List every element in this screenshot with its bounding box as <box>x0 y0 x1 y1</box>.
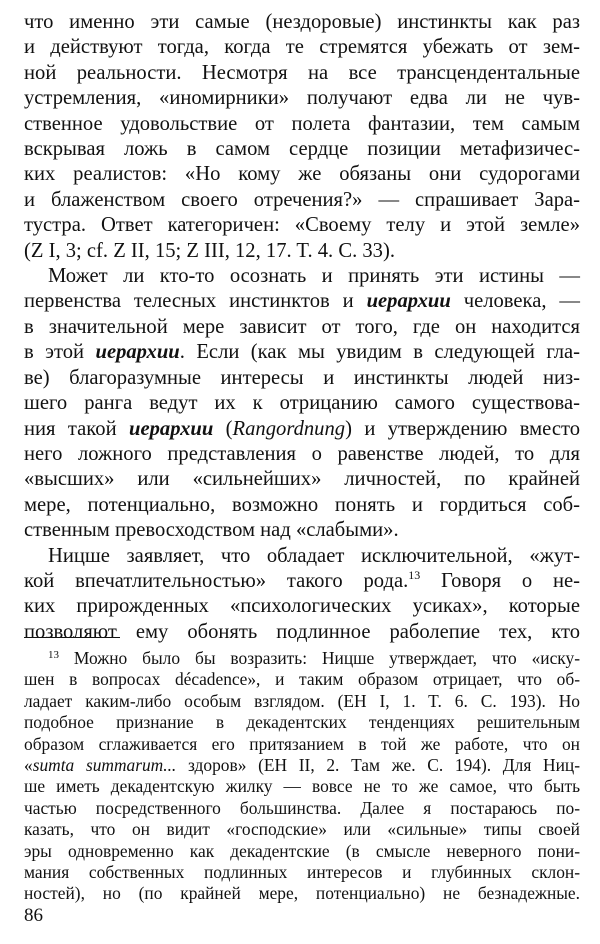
emphasis-hierarchy: иерархии <box>95 341 180 364</box>
footnote-ref[interactable]: 13 <box>408 567 421 582</box>
text-line: Ницше заявляет, что обладает исключительной, «жут- <box>48 544 580 567</box>
text-line: и действуют тогда, когда те стремятся убежать от зем- <box>24 36 580 59</box>
footnote-line: образом сглаживается его притязанием в той же работе, что он <box>24 733 580 754</box>
footnote-line: эры одновременно как декадентские (в смысле неверного пони- <box>24 840 580 861</box>
text-run: в этой <box>24 341 96 364</box>
text-line <box>24 417 580 442</box>
footnote-line <box>24 648 580 669</box>
text-line: ственное удовольствие от полета фантазии, тем самым <box>24 112 580 135</box>
emphasis-hierarchy: иерархии <box>366 290 451 313</box>
footnote-line <box>24 755 580 776</box>
main-text <box>24 10 580 645</box>
text-run: Говоря о не- <box>420 569 580 592</box>
text-line: мере, потенциально, возможно понять и гордиться соб- <box>24 493 580 516</box>
text-run: здоров» (EH II, 2. Там же. С. 194). Для Ниц- <box>176 755 580 776</box>
footnote-line: казать, что он видит «господские» или «сильные» типы своей <box>24 819 580 840</box>
text-run: ния такой <box>24 417 129 440</box>
footnote-line: подобное признание в декадентских тенденциях решительным <box>24 712 580 733</box>
text-line: ной реальности. Несмотря на все трансцендентальные <box>24 61 580 84</box>
text-line: в значительной мере зависит от того, где он находится <box>24 315 580 338</box>
text-line: (Z I, 3; cf. Z II, 15; Z III, 12, 17. T. 4. C. 33). <box>24 239 395 262</box>
text-run: « <box>24 755 33 776</box>
text-run: ( <box>213 417 233 440</box>
italic-term: sumta summarum... <box>32 755 177 776</box>
footnote-line: ностей), но (по крайней мере, потенциально) не безнадежные. <box>24 883 580 904</box>
text-line: ких прирожденных «психологических усиках», которые <box>24 595 580 618</box>
paragraph-3 <box>24 544 580 646</box>
text-line: что именно эти самые (нездоровые) инстинкты как раз <box>24 11 580 33</box>
paragraph-2 <box>24 264 580 543</box>
text-line: позволяют ему обонять подлинное раболепие тех, кто <box>24 620 580 643</box>
text-line <box>24 340 580 365</box>
text-line: ственным превосходством над «слабыми». <box>24 519 399 542</box>
paragraph-1 <box>24 10 580 264</box>
text-line: него ложного представления о равенстве людей, то для <box>24 442 580 465</box>
text-line: шего ранга ведут их к отрицанию самого существова- <box>24 392 580 415</box>
italic-term: Rangordnung <box>232 417 346 440</box>
footnote-line: мания собственных подлинных интересов и глубинных склон- <box>24 862 580 883</box>
text-line <box>24 569 580 594</box>
text-line <box>24 289 580 314</box>
text-line: вскрывая ложь в самом сердце позиции метафизичес- <box>24 138 580 161</box>
footnote-line: шен в вопросах décadence», и таким образом отрицает, что об- <box>24 669 580 690</box>
text-line: ве) благоразумные интересы и инстинкты людей низ- <box>24 366 580 389</box>
emphasis-hierarchy: иерархии <box>129 417 214 440</box>
footnote-line: ше иметь декадентскую жилку — вовсе не то же самое, что быть <box>24 776 580 797</box>
text-run: кой впечатлительностью» такого рода. <box>24 569 409 592</box>
text-line: «высших» или «сильнейших» личностей, по крайней <box>24 468 580 491</box>
footnote <box>24 648 580 905</box>
footnote-line: частью посредственного большинства. Далее я постараюсь по- <box>24 797 580 818</box>
text-run: первенства телесных инстинктов и <box>24 290 367 313</box>
footnote-divider <box>24 637 120 638</box>
page-number: 86 <box>24 905 43 926</box>
text-run: человека, — <box>450 290 580 313</box>
footnote-line: ладает каким-либо особым взглядом. (EH I, 1. T. 6. C. 193). Но <box>24 690 580 711</box>
text-run: ) и утверждению вместо <box>345 417 580 440</box>
text-run: Можно было бы возразить: Ницше утверждает, что «иску- <box>59 648 580 668</box>
text-line: устремления, «иномирники» получают едва ли не чув- <box>24 87 580 110</box>
text-line: Может ли кто-то осознать и принять эти истины — <box>48 265 580 288</box>
text-run: . Если (как мы увидим в следующей гла- <box>179 341 580 364</box>
text-line: и блаженством своего отречения?» — спрашивает Зара- <box>24 188 580 211</box>
footnote-marker: 13 <box>48 649 59 661</box>
text-line: тустра. Ответ категоричен: «Своему телу и этой земле» <box>24 214 580 237</box>
text-line: ких реалистов: «Но кому же обязаны они судорогами <box>24 163 580 186</box>
